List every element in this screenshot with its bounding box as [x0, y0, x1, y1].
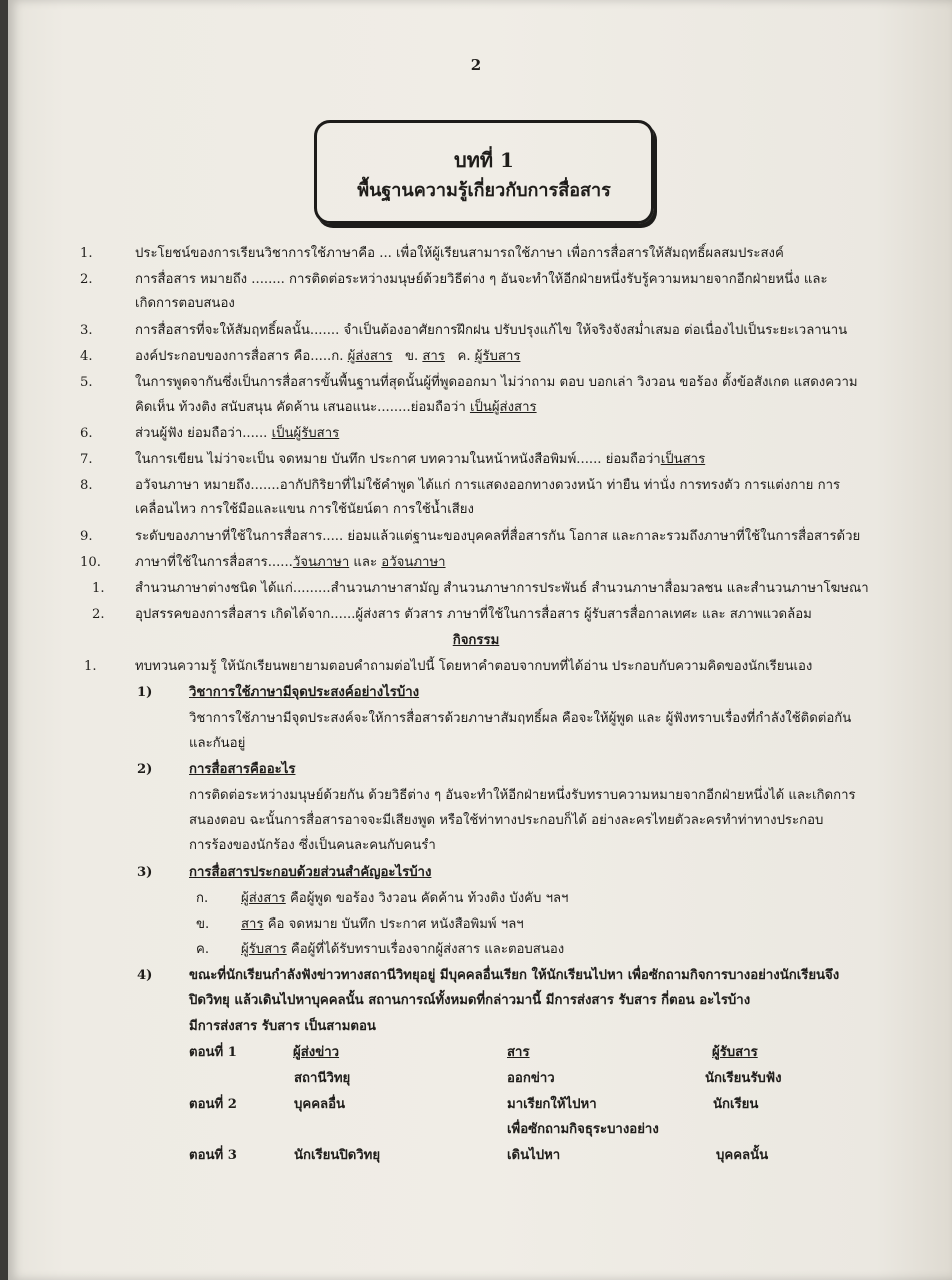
table-cell: บุคคลอื่น [294, 1097, 346, 1112]
part-letter: ข. [196, 917, 210, 932]
answer-text: การติดต่อระหว่างมนุษย์ด้วยกัน ด้วยวิธีต่าง ๆ อันจะทำให้อีกฝ่ายหนึ่งรับทราบความหมายจากอีกฝ่ายหนึ่งได้ และเกิดการ [189, 788, 856, 803]
item-number: 9. [80, 529, 93, 544]
table-cell: ตอนที่ 1 [189, 1045, 237, 1060]
item-number: 1. [80, 246, 93, 261]
question-number: 3) [137, 865, 153, 880]
part-letter: ค. [196, 942, 210, 957]
part-text: ผู้ส่งสาร คือผู้พูด ขอร้อง วิงวอน คัดค้าน ท้วงติง บังคับ ฯลฯ [241, 891, 569, 906]
question-number: 4) [137, 968, 153, 983]
chapter-title: บทที่ 1 [454, 148, 514, 172]
table-cell: นักเรียนปิดวิทยุ [294, 1148, 381, 1163]
part-text: ผู้รับสาร คือผู้ที่ได้รับทราบเรื่องจากผู้ส่งสาร และตอบสนอง [241, 942, 565, 957]
item-number: 2. [92, 607, 105, 622]
table-cell: บุคคลนั้น [716, 1148, 769, 1163]
question-text: วิชาการใช้ภาษามีจุดประสงค์อย่างไรบ้าง [189, 685, 420, 700]
question-text: ปิดวิทยุ แล้วเดินไปหาบุคคลนั้น สถานการณ์ทั้งหมดที่กล่าวมานี้ มีการส่งสาร รับสาร กี่ตอน อะไรบ้าง [189, 993, 751, 1008]
question-text: การสื่อสารคืออะไร [189, 762, 296, 777]
answer-text: วิชาการใช้ภาษามีจุดประสงค์จะให้การสื่อสารด้วยภาษาสัมฤทธิ์ผล คือจะให้ผู้พูด และ ผู้ฟังทราบเรื่องที่กำลังใช้ติดต่อกัน [189, 711, 852, 726]
answer-text: สนองตอบ ฉะนั้นการสื่อสารอาจจะมีเสียงพูด หรือใช้ท่าทางประกอบก็ได้ อย่างละครไทยตัวละครทำท่าทางประกอบ [189, 813, 824, 828]
item-number: 2. [80, 272, 93, 287]
item-number: 1. [92, 581, 105, 596]
item-text: ระดับของภาษาที่ใช้ในการสื่อสาร..... ย่อมแล้วแต่ฐานะของบุคคลที่สื่อสารกัน โอกาส และกาละรวมถึงภาษาที่ใช้ในการสื่อสารด้วย [135, 529, 861, 544]
item-number: 4. [80, 349, 93, 364]
table-cell: ออกข่าว [507, 1071, 555, 1086]
item-number: 7. [80, 452, 93, 467]
question-text: การสื่อสารประกอบด้วยส่วนสำคัญอะไรบ้าง [189, 865, 432, 880]
question-text: ขณะที่นักเรียนกำลังฟังข่าวทางสถานีวิทยุอยู่ มีบุคคลอื่นเรียก ให้นักเรียนไปหา เพื่อซักถามกิจการบางอย่างนักเรียนจึง [189, 968, 840, 983]
chapter-title-box [314, 120, 654, 224]
table-cell: นักเรียนรับฟัง [705, 1071, 782, 1086]
item-text: การสื่อสารที่จะให้สัมฤทธิ์ผลนั้น....... จำเป็นต้องอาศัยการฝึกฝน ปรับปรุงแก้ไข ให้จริงจังสม่ำเสมอ ต่อเนื่องไปเป็นระยะเวลานาน [135, 323, 848, 338]
item-text: ภาษาที่ใช้ในการสื่อสาร......วัจนภาษา และ อวัจนภาษา [135, 555, 446, 570]
table-cell: ตอนที่ 3 [189, 1148, 237, 1163]
item-text: เคลื่อนไหว การใช้มือและแขน การใช้นัยน์ตา การใช้น้ำเสียง [135, 502, 474, 517]
item-text: ส่วนผู้ฟัง ย่อมถือว่า...... เป็นผู้รับสาร [135, 426, 340, 441]
item-text: การสื่อสาร หมายถึง ........ การติดต่อระหว่างมนุษย์ด้วยวิธีต่าง ๆ อันจะทำให้อีกฝ่ายหนึ่งรับรู้ความหมายจากอีกฝ่ายหนึ่ง และ [135, 272, 828, 287]
activity-heading: กิจกรรม [452, 633, 500, 648]
activity-intro: ทบทวนความรู้ ให้นักเรียนพยายามตอบคำถามต่อไปนี้ โดยหาคำตอบจากบทที่ได้อ่าน ประกอบกับความคิดของนักเรียนเอง [135, 659, 813, 674]
table-header: ผู้รับสาร [712, 1045, 758, 1060]
page-number: 2 [470, 56, 482, 74]
item-text: ในการเขียน ไม่ว่าจะเป็น จดหมาย บันทึก ประกาศ บทความในหน้าหนังสือพิมพ์...... ย่อมถือว่าเป็นสาร [135, 452, 706, 467]
question-number: 2) [137, 762, 153, 777]
item-text: ในการพูดจากันซึ่งเป็นการสื่อสารขั้นพื้นฐานที่สุดนั้นผู้ที่พูดออกมา ไม่ว่าถาม ตอบ บอกเล่า วิงวอน ขอร้อง ตั้งข้อสังเกต แสดงความ [135, 375, 858, 390]
answer-text: มีการส่งสาร รับสาร เป็นสามตอน [189, 1019, 376, 1034]
item-text: ประโยชน์ของการเรียนวิชาการใช้ภาษาคือ ... เพื่อให้ผู้เรียนสามารถใช้ภาษา เพื่อการสื่อสารให้สัมฤทธิ์ผลสมประสงค์ [135, 246, 784, 261]
table-cell: นักเรียน [713, 1097, 759, 1112]
item-number: 8. [80, 478, 93, 493]
item-text: คิดเห็น ท้วงติง สนับสนุน คัดค้าน เสนอแนะ........ย่อมถือว่า เป็นผู้ส่งสาร [135, 400, 537, 415]
item-number: 10. [80, 555, 101, 570]
question-number: 1) [137, 685, 153, 700]
part-letter: ก. [196, 891, 209, 906]
table-cell: เดินไปหา [507, 1148, 561, 1163]
table-header: สาร [507, 1045, 530, 1060]
answer-text: และกันอยู่ [189, 736, 246, 751]
item-number: 3. [80, 323, 93, 338]
item-text: อวัจนภาษา หมายถึง.......อากัปกิริยาที่ไม่ใช้คำพูด ได้แก่ การแสดงออกทางดวงหน้า ท่ายืน ท่านั่ง การทรงตัว การแต่งกาย การ [135, 478, 841, 493]
table-cell: มาเรียกให้ไปหา [507, 1097, 597, 1112]
table-cell: สถานีวิทยุ [294, 1071, 351, 1086]
activity-number: 1. [84, 659, 97, 674]
item-text: สำนวนภาษาต่างชนิด ได้แก่.........สำนวนภาษาสามัญ สำนวนภาษาการประพันธ์ สำนวนภาษาสื่อมวลชน และสำนวนภาษาโฆษณา [135, 581, 869, 596]
chapter-subtitle: พื้นฐานความรู้เกี่ยวกับการสื่อสาร [357, 180, 611, 201]
item-number: 6. [80, 426, 93, 441]
part-text: สาร คือ จดหมาย บันทึก ประกาศ หนังสือพิมพ์ ฯลฯ [241, 917, 524, 932]
item-text: องค์ประกอบของการสื่อสาร คือ.....ก. ผู้ส่งสาร ข. สาร ค. ผู้รับสาร [135, 349, 521, 364]
item-number: 5. [80, 375, 93, 390]
table-cell: เพื่อซักถามกิจธุระบางอย่าง [507, 1122, 659, 1137]
table-header: ผู้ส่งข่าว [293, 1045, 340, 1060]
item-text: อุปสรรคของการสื่อสาร เกิดได้จาก......ผู้ส่งสาร ตัวสาร ภาษาที่ใช้ในการสื่อสาร ผู้รับสารสื่อกาลเทศะ และ สภาพแวดล้อม [135, 607, 812, 622]
table-cell: ตอนที่ 2 [189, 1097, 237, 1112]
item-text: เกิดการตอบสนอง [135, 296, 235, 311]
answer-text: การร้องของนักร้อง ซึ่งเป็นคนละคนกับคนรำ [189, 838, 436, 853]
